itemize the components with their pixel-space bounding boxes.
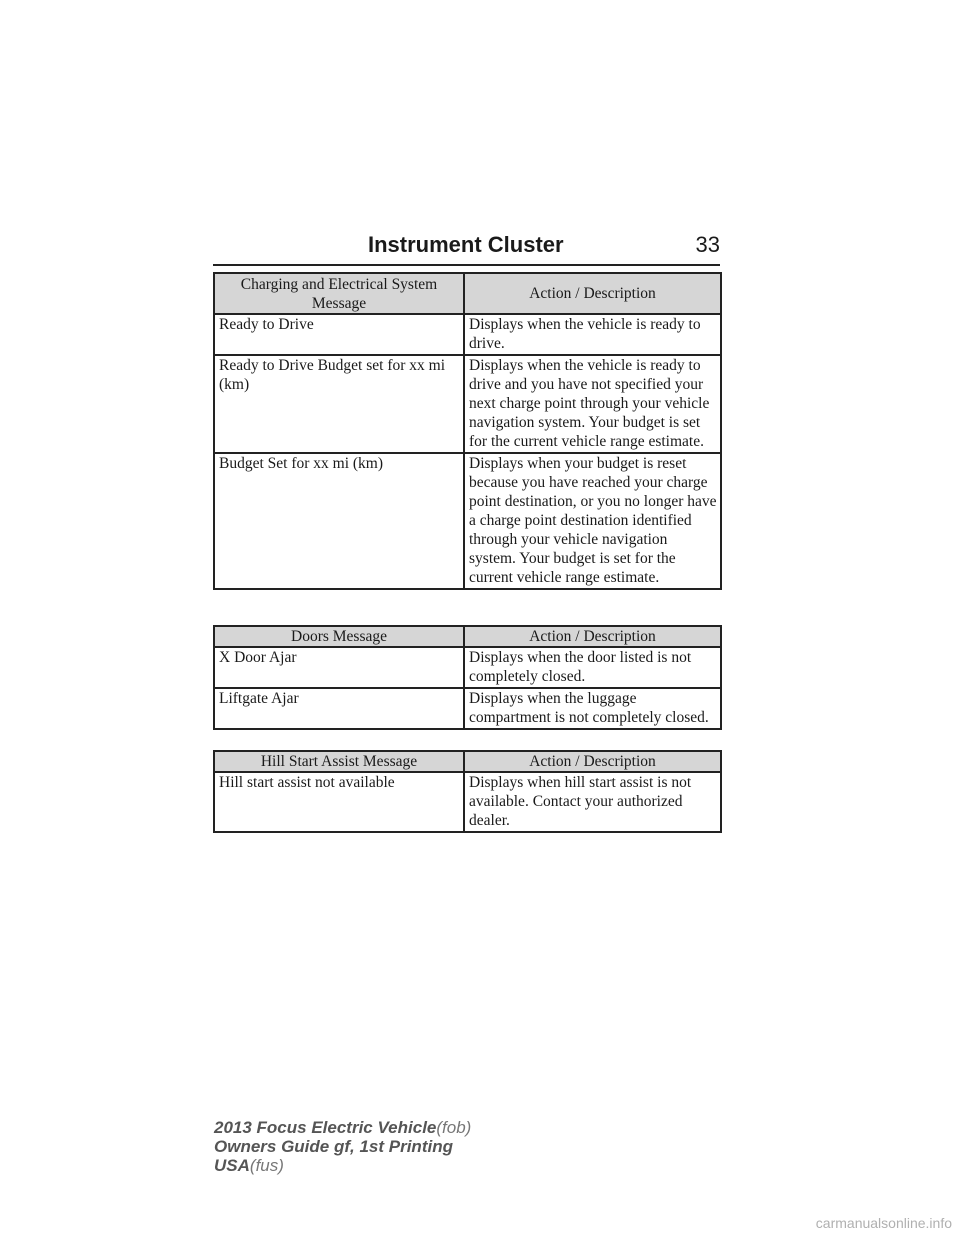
- description-cell: Displays when the luggage compartment is not completely closed.: [464, 688, 721, 729]
- footer-model: 2013 Focus Electric Vehicle: [214, 1118, 437, 1137]
- table-row: [214, 772, 721, 832]
- footer-printing: Owners Guide gf, 1st Printing: [214, 1137, 453, 1156]
- page-number: 33: [695, 232, 720, 257]
- footer-line-1: [214, 1118, 471, 1137]
- message-cell: Ready to Drive: [214, 314, 464, 355]
- description-cell: Displays when the vehicle is ready to drive.: [464, 314, 721, 355]
- hill-start-assist-messages-table: [213, 750, 722, 833]
- description-cell: Displays when the vehicle is ready to drive and you have not specified your next charge point through your vehicle navigation system. Your budget is set for the current vehicle range estimate.: [464, 355, 721, 453]
- column-header-message: Hill Start Assist Message: [214, 751, 464, 772]
- column-header-action: Action / Description: [464, 626, 721, 647]
- footer-line-3: [214, 1156, 471, 1175]
- message-cell: Liftgate Ajar: [214, 688, 464, 729]
- column-header-message: Charging and Electrical System Message: [214, 273, 464, 314]
- column-header-message: Doors Message: [214, 626, 464, 647]
- table-row: [214, 453, 721, 589]
- message-cell: X Door Ajar: [214, 647, 464, 688]
- description-cell: Displays when your budget is reset because you have reached your charge point destination, or you no longer have a charge point destination identified through your vehicle navigation system. Your budget is set for the current vehicle range estimate.: [464, 453, 721, 589]
- column-header-action: Action / Description: [464, 751, 721, 772]
- table-header-row: [214, 626, 721, 647]
- message-cell: Ready to Drive Budget set for xx mi (km): [214, 355, 464, 453]
- message-cell: Hill start assist not available: [214, 772, 464, 832]
- footer-market-code: (fus): [249, 1156, 284, 1175]
- description-cell: Displays when the door listed is not completely closed.: [464, 647, 721, 688]
- section-title: Instrument Cluster: [368, 232, 564, 257]
- table-row: [214, 314, 721, 355]
- doors-messages-table: [213, 625, 722, 730]
- table-row: [214, 688, 721, 729]
- charging-electrical-messages-table: [213, 272, 722, 590]
- table-row: [214, 647, 721, 688]
- message-cell: Budget Set for xx mi (km): [214, 453, 464, 589]
- footer-line-2: [214, 1137, 471, 1156]
- page-header: [213, 228, 720, 266]
- table-row: [214, 355, 721, 453]
- table-header-row: [214, 273, 721, 314]
- footer-market: USA: [214, 1156, 250, 1175]
- print-footer: [214, 1118, 471, 1175]
- column-header-action: Action / Description: [464, 273, 721, 314]
- table-header-row: [214, 751, 721, 772]
- watermark-text: carmanualsonline.info: [815, 1215, 952, 1231]
- footer-model-code: (fob): [436, 1118, 472, 1137]
- description-cell: Displays when hill start assist is not available. Contact your authorized dealer.: [464, 772, 721, 832]
